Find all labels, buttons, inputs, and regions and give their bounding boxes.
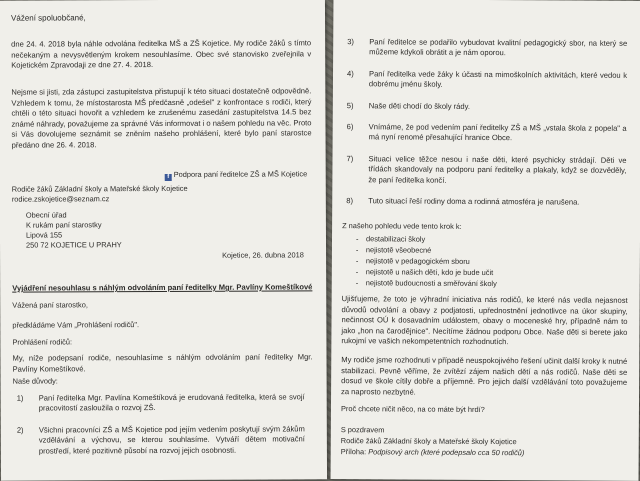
- attachment-text: Podpisový arch (které podepsalo cca 50 rodičů): [368, 447, 525, 458]
- reason-item: [13, 392, 305, 414]
- declaration-label: Prohlášení rodičů:: [12, 337, 73, 347]
- reason-text: Tuto situací řeší rodiny doma a rodinná atmosféra je narušena.: [368, 196, 580, 207]
- recipient-line-1: Obecní úřad: [25, 210, 67, 220]
- intro-paragraph: dne 24. 4. 2018 byla náhle odvolána ředitelka MŠ a ZŠ Kojetice. My rodiče žáků s tímto nečekaným a nevysvětleným krokem nesouhlasíme. Obec své stanovisko zveřejnila v Kojetickém Zpravodaji ze dne 27. 4. 2018.: [11, 38, 312, 70]
- explanation-paragraph: Nejsme si jisti, zda zástupci zastupitelstva přistupují k této situaci dostatečně odpovědně. Vzhledem k tomu, že místostarosta MŠ předčasně „odešel" z konfrontace s rodiči, který chtěli o této situaci hovořit a vzhledem ke zrušenému zasedání zastupitelstva 14.5 bez známé náhrady, považujeme za správné Vás informovat i o našem pohledu na věc. Proto si Vás dovolujeme seznámit se zněním našeho prohlášení, které bylo paní starostce předáno dne 26. 4. 2018.: [11, 86, 312, 150]
- reason-text: Paní ředitelka Mgr. Pavlína Komeštíková je erudovaná ředitelka, která se svojí pracovitostí zasloužila o rozvoj ZŠ.: [38, 392, 305, 413]
- reason-item: [342, 154, 626, 187]
- declaration-text: My, níže podepsaní rodiče, nesouhlasíme s náhlým odvoláním paní ředitelky Mgr. Pavlíny Komeštíkové.: [12, 352, 313, 374]
- closing-greeting: S pozdravem: [340, 425, 385, 435]
- reason-item: [343, 122, 627, 145]
- greeting: Vážená paní starostko,: [12, 300, 88, 310]
- reason-text: Naše děti chodí do školy rády.: [368, 100, 471, 111]
- reasons-list-part-2: [342, 37, 627, 208]
- right-letter-sheet: [331, 0, 640, 481]
- salutation: Vážení spoluobčané,: [11, 13, 86, 23]
- reason-text: Všichni pracovníci ZŠ a MŠ Kojetice pod jejím vedením poskytují svým žákům vzdělávání a výchovu, se kterou souhlasíme. Vytváří dětem motivační prostředí, které pozitivně působí na rozvoj jejich osobnosti.: [38, 424, 305, 456]
- attachment-line: [341, 447, 525, 458]
- reason-item: [13, 424, 305, 456]
- risks-list: [356, 233, 616, 290]
- signature: Rodiče žáků Základní školy a Mateřské školy Kojetice: [340, 436, 517, 447]
- reason-item: [343, 69, 627, 92]
- sender-email: rodice.zskojetice@seznam.cz: [11, 194, 110, 204]
- reasons-label: Naše důvody:: [12, 376, 58, 386]
- facebook-icon: f: [165, 174, 172, 181]
- decision-paragraph: My rodiče jsme rozhodnuti v případě neuspokojivého řešení učinit další kroky k nutné stabilizaci. Pevně věříme, že zvítězí zájem našich dětí a nás rodičů. Naše děti se dosud ve škole cítily dobře a příjemně. Pro jejich další vzdělávání toto považujeme za naprosto nezbytné.: [341, 355, 628, 397]
- reason-item: [342, 196, 626, 208]
- reason-number: 2): [16, 425, 24, 435]
- recipient-line-2: K rukám paní starostky: [25, 220, 102, 230]
- reason-number: 6): [346, 122, 354, 132]
- reason-text: Situaci velice těžce nesou i naše děti, které psychicky strádají. Děti ve třídách skandovaly na podporu paní ředitelky a plakaly, když se dozvěděly, že paní ředitelka končí.: [368, 154, 627, 185]
- reason-number: 8): [346, 196, 354, 206]
- risk-item: - nejistotě v pedagogickém sboru: [356, 255, 616, 268]
- reason-item: [343, 37, 627, 60]
- recipient-line-3: Lipová 155: [25, 230, 63, 240]
- reason-number: 7): [346, 153, 354, 164]
- letter-date: Kojetice, 26. dubna 2018: [222, 250, 304, 260]
- reasons-list-part-1: [13, 392, 305, 456]
- reason-text: Vnímáme, že pod vedením paní ředitelky ZŠ a MŠ „vstala škola z popela" a má nyní renomé přesahující hranice Obce.: [368, 122, 627, 143]
- risk-item: - nejistotě budoucnosti a směřování školy: [356, 277, 616, 290]
- risk-item: - nejistotě všeobecné: [356, 244, 616, 257]
- handover-line: předkládáme Vám „Prohlášení rodičů".: [12, 320, 140, 330]
- closing-question: Proč chcete ničit něco, na co máte být hrdí?: [340, 404, 485, 414]
- reason-number: 1): [16, 393, 24, 403]
- reason-number: 5): [346, 100, 354, 110]
- reason-text: Paní ředitelce se podařilo vybudovat kvalitní pedagogický sbor, na který se můžeme kdykoli obrátit a je nám oporou.: [369, 37, 628, 58]
- reason-number: 3): [347, 37, 355, 47]
- statement-heading: Vyjádření nesouhlasu s náhlým odvoláním paní ředitelky Mgr. Pavlíny Komeštíkové: [12, 282, 313, 293]
- attachment-label: Příloha:: [340, 447, 367, 457]
- reason-number: 4): [346, 68, 354, 79]
- reason-text: Paní ředitelka vede žáky k účasti na mimoškolních aktivitách, které vedou k dobrému jménu školy.: [368, 69, 628, 89]
- sender-name: Rodiče žáků Základní školy a Mateřské školy Kojetice: [11, 183, 188, 194]
- risk-item: - destabilizaci školy: [356, 233, 616, 246]
- risks-label: Z našeho pohledu vede tento krok k:: [342, 221, 462, 231]
- facebook-support-text: Podpora paní ředitelce ZŠ a MŠ Kojetice: [173, 169, 308, 179]
- recipient-line-4: 250 72 KOJETICE U PRAHY: [26, 240, 122, 250]
- risk-item: - nejistotě u našich dětí, kdo je bude učit: [356, 266, 616, 279]
- initiative-paragraph: Ujišťujeme, že toto je výhradní iniciativa nás rodičů, ke které nás vedla nejasnost důvodů odvolání a obavy z podjatosti, upřednostnění jednotlivce na úkor skupiny, nečinnost OÚ k dosavadním událostem, obavy o moceneské hry, případně nám to jako „hon na čarodějnice". Necítíme žádnou podporu Obce. Naše děti si berete jako rukojmí ve vašich nekompetentních rozhodnutích.: [341, 294, 628, 347]
- facebook-support-line: [165, 169, 308, 181]
